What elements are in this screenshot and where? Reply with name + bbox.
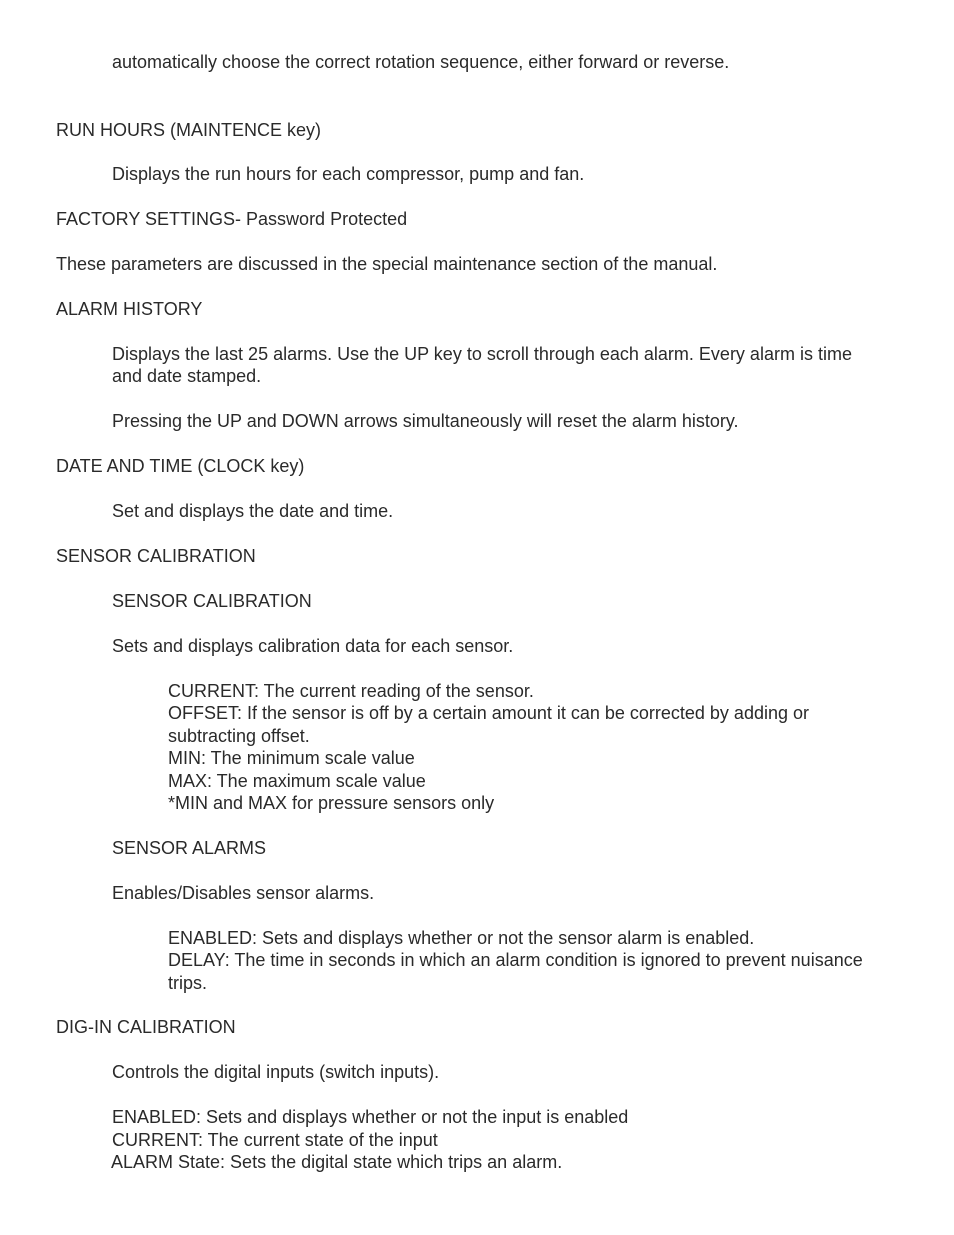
- alarm-history-heading: ALARM HISTORY: [56, 299, 203, 319]
- sensor-calibration-item-note: *MIN and MAX for pressure sensors only: [168, 793, 495, 813]
- factory-settings-heading: FACTORY SETTINGS- Password Protected: [56, 209, 408, 229]
- date-time-text: Set and displays the date and time.: [112, 501, 394, 521]
- dig-in-calibration-heading: DIG-IN CALIBRATION: [56, 1017, 236, 1037]
- factory-settings-text: These parameters are discussed in the special maintenance section of the manual.: [56, 254, 718, 274]
- date-time-heading: DATE AND TIME (CLOCK key): [56, 456, 305, 476]
- sensor-alarms-item-delay: DELAY: The time in seconds in which an alarm condition is ignored to prevent nuisance: [168, 950, 863, 970]
- sensor-alarms-item-delay-cont: trips.: [168, 973, 208, 993]
- dig-in-calibration-text: Controls the digital inputs (switch inputs).: [112, 1062, 440, 1082]
- sensor-calibration-item-offset: OFFSET: If the sensor is off by a certain amount it can be corrected by adding or: [168, 703, 809, 723]
- dig-in-item-enabled: ENABLED: Sets and displays whether or not the input is enabled: [112, 1107, 629, 1127]
- sensor-calibration-item-offset-cont: subtracting offset.: [168, 726, 310, 746]
- sensor-calibration-item-current: CURRENT: The current reading of the sensor.: [168, 681, 534, 701]
- sensor-calibration-subheading: SENSOR CALIBRATION: [112, 591, 312, 611]
- sensor-calibration-item-max: MAX: The maximum scale value: [168, 771, 426, 791]
- intro-text: automatically choose the correct rotation sequence, either forward or reverse.: [112, 52, 730, 72]
- sensor-alarms-text: Enables/Disables sensor alarms.: [112, 883, 375, 903]
- sensor-alarms-subheading: SENSOR ALARMS: [112, 838, 267, 858]
- sensor-calibration-text: Sets and displays calibration data for each sensor.: [112, 636, 514, 656]
- alarm-history-text-line2: and date stamped.: [112, 366, 262, 386]
- dig-in-item-alarm-state: ALARM State: Sets the digital state which trips an alarm.: [111, 1152, 563, 1172]
- run-hours-heading: RUN HOURS (MAINTENCE key): [56, 120, 322, 140]
- alarm-history-reset-text: Pressing the UP and DOWN arrows simultaneously will reset the alarm history.: [112, 411, 739, 431]
- run-hours-text: Displays the run hours for each compressor, pump and fan.: [112, 164, 585, 184]
- alarm-history-text-line1: Displays the last 25 alarms. Use the UP key to scroll through each alarm. Every alarm is time: [112, 344, 852, 364]
- sensor-calibration-heading: SENSOR CALIBRATION: [56, 546, 256, 566]
- dig-in-item-current: CURRENT: The current state of the input: [112, 1130, 438, 1150]
- sensor-calibration-item-min: MIN: The minimum scale value: [168, 748, 415, 768]
- sensor-alarms-item-enabled: ENABLED: Sets and displays whether or not the sensor alarm is enabled.: [168, 928, 755, 948]
